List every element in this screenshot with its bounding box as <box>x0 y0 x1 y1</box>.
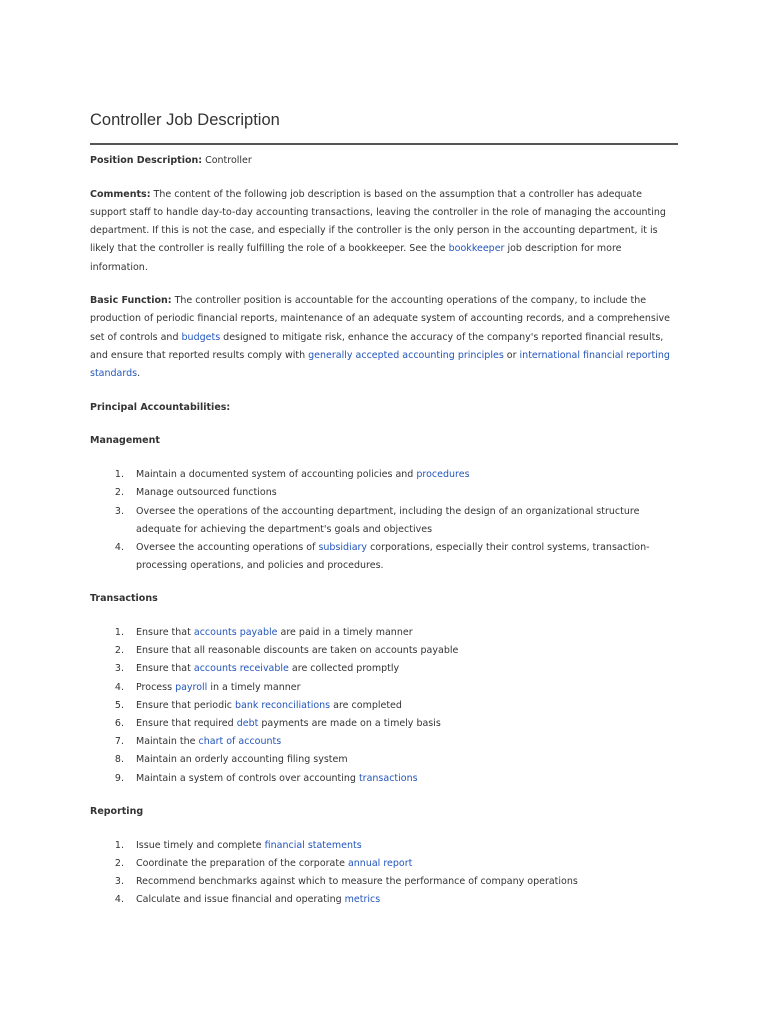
list-item-text: Maintain the <box>136 736 199 748</box>
list-item-number: 8. <box>114 754 124 766</box>
list-item-text: Maintain a documented system of accounting policies and <box>136 469 417 481</box>
list-item-number: 3. <box>114 505 124 517</box>
list-item-text-tail: are completed <box>330 699 402 711</box>
list-item-link[interactable]: subsidiary <box>318 541 368 553</box>
list-item-link[interactable]: payroll <box>175 681 208 693</box>
list-item-link[interactable]: annual report <box>347 857 413 869</box>
list-item <box>90 679 678 697</box>
comments-label: Comments: <box>90 188 151 200</box>
list-item <box>90 503 678 539</box>
comments-text-1: The content of the following job description is based on the assumption that a controller has adequate support staff to handle day-to-day accounting transactions, leaving the controller in the role of managing the accounting department. If this is not the case, and especially if the controller is the only person in the accounting department, it is likely that the controller is really fulfilling the role of a bookkeeper. See the <box>90 188 666 255</box>
list-item-link[interactable]: financial statements <box>264 839 362 851</box>
list-item <box>90 484 678 502</box>
page-title: Controller Job Description <box>90 111 280 129</box>
list-item <box>90 733 678 751</box>
budgets-link[interactable]: budgets <box>181 331 221 343</box>
list-item-number: 2. <box>114 487 124 499</box>
document-body <box>90 152 678 924</box>
list-item <box>90 855 678 873</box>
list-item-link[interactable]: procedures <box>416 469 470 481</box>
comments-paragraph <box>90 186 678 277</box>
list-item <box>90 539 678 575</box>
list-item-link[interactable]: debt <box>236 718 259 730</box>
reporting-list <box>90 837 678 910</box>
list-item-text: Maintain an orderly accounting filing system <box>136 754 348 766</box>
list-item-text-tail: payments are made on a timely basis <box>258 718 441 730</box>
list-item-number: 1. <box>114 839 124 851</box>
list-item <box>90 642 678 660</box>
list-item-text: Ensure that all reasonable discounts are taken on accounts payable <box>136 645 459 657</box>
list-item-text: Ensure that periodic <box>136 699 236 711</box>
list-item-link[interactable]: metrics <box>344 894 381 906</box>
list-item <box>90 873 678 891</box>
management-list <box>90 466 678 575</box>
title-divider <box>90 143 678 145</box>
list-item-text: Process <box>136 681 176 693</box>
list-item-text: Maintain a system of controls over accounting <box>136 772 359 784</box>
gaap-link[interactable]: generally accepted accounting principles <box>308 349 504 361</box>
basic-text-2: designed to mitigate risk, enhance the accuracy of the company's reported financial results, and ensure that reported results comply with <box>90 331 664 361</box>
list-item-text-tail: are collected promptly <box>288 663 400 675</box>
reporting-heading: Reporting <box>90 805 144 817</box>
basic-function-label: Basic Function: <box>90 295 172 307</box>
position-value: Controller <box>205 155 252 166</box>
list-item-number: 4. <box>114 541 124 553</box>
list-item-number: 2. <box>114 645 124 657</box>
list-item-text: Ensure that required <box>136 718 237 730</box>
list-item-text: Issue timely and complete <box>136 839 265 851</box>
list-item-text: Oversee the accounting operations of <box>136 541 319 553</box>
list-item <box>90 837 678 855</box>
list-item-text-tail: are paid in a timely manner <box>277 627 413 639</box>
transactions-list <box>90 624 678 788</box>
principal-accountabilities-heading: Principal Accountabilities: <box>90 401 231 413</box>
list-item-text: Recommend benchmarks against which to measure the performance of company operations <box>136 876 578 887</box>
list-item-number: 2. <box>114 857 124 869</box>
list-item-text-tail: corporations, especially their control systems, transaction-processing operations, and policies and procedures. <box>136 541 650 572</box>
list-item-number: 1. <box>114 627 124 639</box>
position-label: Position Description: <box>90 155 203 166</box>
transactions-heading: Transactions <box>90 593 158 605</box>
list-item-number: 1. <box>114 469 124 481</box>
list-item-text: Ensure that <box>136 627 194 639</box>
list-item-text: Ensure that <box>136 663 194 675</box>
list-item-number: 3. <box>114 876 124 887</box>
list-item-text: Oversee the operations of the accounting department, including the design of an organizational structure adequate for achieving the department's goals and objectives <box>136 505 640 535</box>
basic-text-3: or <box>503 349 520 361</box>
list-item <box>90 660 678 678</box>
list-item <box>90 697 678 715</box>
list-item-number: 3. <box>114 663 124 675</box>
list-item-text: Manage outsourced functions <box>136 487 277 499</box>
list-item <box>90 751 678 769</box>
basic-text-4: . <box>137 368 141 380</box>
basic-text-1: The controller position is accountable for the accounting operations of the company, to include the production of periodic financial reports, maintenance of an adequate system of accounting records, and a comprehensive set of controls and <box>90 295 670 343</box>
list-item <box>90 624 678 642</box>
list-item-number: 5. <box>114 699 124 711</box>
list-item <box>90 891 678 909</box>
list-item-number: 9. <box>114 772 124 784</box>
list-item <box>90 715 678 733</box>
list-item-number: 6. <box>114 718 124 730</box>
list-item-number: 7. <box>114 736 124 748</box>
list-item-text-tail: in a timely manner <box>207 681 301 693</box>
list-item-number: 4. <box>114 894 124 906</box>
list-item-link[interactable]: accounts payable <box>193 627 278 639</box>
basic-function-paragraph <box>90 292 678 383</box>
list-item-link[interactable]: transactions <box>358 772 418 784</box>
management-heading: Management <box>90 435 160 447</box>
list-item-number: 4. <box>114 681 124 693</box>
position-paragraph <box>90 152 678 170</box>
comments-text-2: job description for more information. <box>90 243 622 273</box>
list-item-text: Calculate and issue financial and operating <box>136 894 345 906</box>
ifrs-link[interactable]: international financial reporting standards <box>90 349 670 380</box>
list-item <box>90 466 678 484</box>
list-item-link[interactable]: chart of accounts <box>198 736 282 748</box>
list-item <box>90 770 678 788</box>
list-item-link[interactable]: accounts receivable <box>193 663 289 675</box>
list-item-text: Coordinate the preparation of the corporate <box>136 857 348 869</box>
list-item-link[interactable]: bank reconciliations <box>235 699 331 711</box>
bookkeeper-link[interactable]: bookkeeper <box>448 243 505 255</box>
